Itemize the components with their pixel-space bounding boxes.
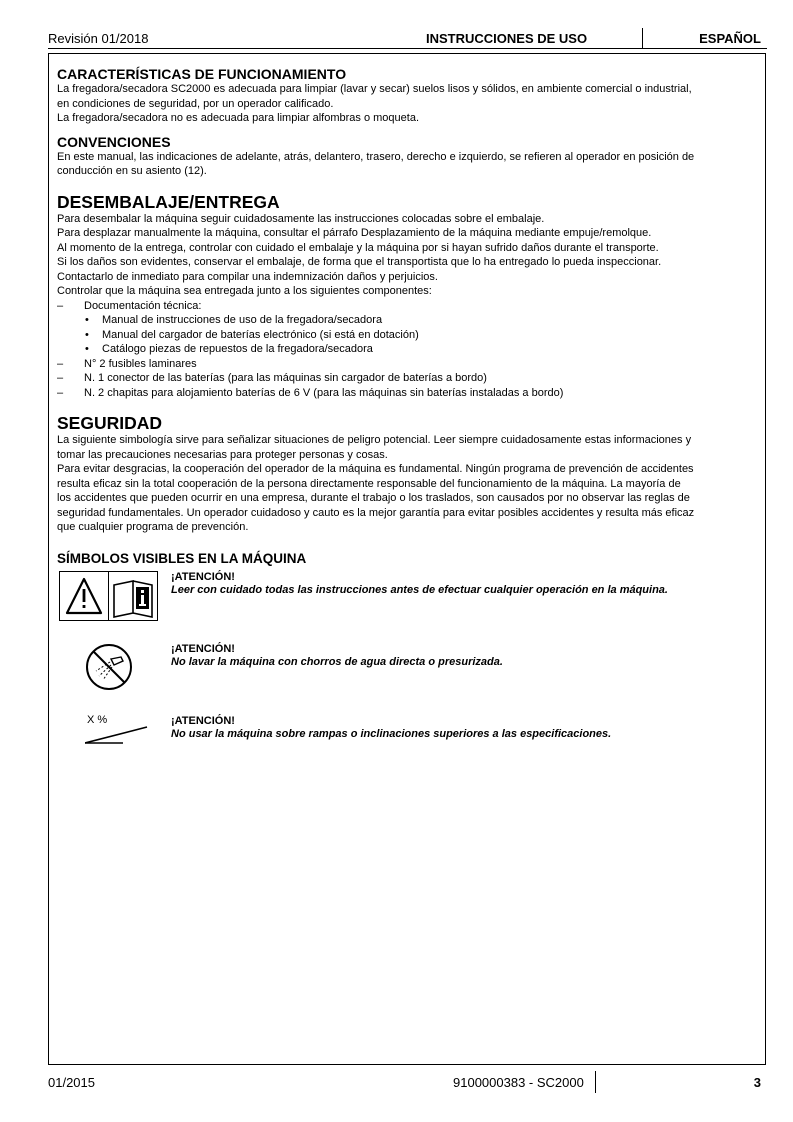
symbol-title: ¡ATENCIÓN! <box>171 570 235 583</box>
slope-label: X % <box>87 713 108 726</box>
section-seguridad <box>57 414 757 535</box>
symbol-text <box>171 643 503 670</box>
paragraph-line: seguridad fundamentales. Un operador cuidadoso y cauto es la mejor garantía para evitar posibles accidentes y resulta más eficaz <box>57 506 695 519</box>
list-item-text: Documentación técnica: <box>84 299 202 312</box>
section-caracteristicas <box>57 66 757 126</box>
paragraph-line: La fregadora/secadora SC2000 es adecuada para limpiar (lavar y secar) suelos lisos y sólidos, en ambiente comercial o industrial, <box>57 83 692 95</box>
section-simbolos <box>57 551 757 783</box>
symbol-row <box>57 715 757 783</box>
section-heading: CARACTERÍSTICAS DE FUNCIONAMIENTO <box>57 66 347 82</box>
paragraph-line: tomar las precauciones necesarias para proteger personas y cosas. <box>57 448 388 461</box>
revision-label: Revisión 01/2018 <box>48 31 149 46</box>
symbol-title: ¡ATENCIÓN! <box>171 642 235 655</box>
dash-marker: – <box>57 372 64 384</box>
list-item-text: N° 2 fusibles laminares <box>84 357 197 370</box>
dash-marker: – <box>57 357 64 370</box>
symbol-row <box>57 571 757 643</box>
section-heading: SÍMBOLOS VISIBLES EN LA MÁQUINA <box>57 550 307 566</box>
paragraph-line: los accidentes que pueden ocurrir en una empresa, durante el trabajo o los traslados, son causados por no observar las reglas de <box>57 492 690 504</box>
symbol-title: ¡ATENCIÓN! <box>171 714 235 727</box>
footer-date: 01/2015 <box>48 1075 95 1090</box>
paragraph-line: que cualquier programa de prevención. <box>57 521 249 533</box>
warning-manual-icon <box>57 571 162 631</box>
paragraph-line: Al momento de la entrega, controlar con cuidado el embalaje y la máquina por si hayan sufrido daños durante el transporte. <box>57 241 659 254</box>
section-heading: SEGURIDAD <box>57 413 163 433</box>
sub-list-item <box>57 313 757 328</box>
list-item-text: N. 2 chapitas para alojamiento baterías de 6 V (para las máquinas sin baterías instaladas a bordo) <box>84 386 564 399</box>
paragraph-line: La siguiente simbología sirve para señalizar situaciones de peligro potencial. Leer siempre cuidadosamente estas informaciones y <box>57 434 692 446</box>
page-footer <box>48 1071 767 1093</box>
symbol-description: No usar la máquina sobre rampas o inclinaciones superiores a las especificaciones. <box>171 728 612 740</box>
document-title: INSTRUCCIONES DE USO <box>426 31 588 46</box>
symbol-description: Leer con cuidado todas las instrucciones antes de efectuar cualquier operación en la máquina. <box>171 584 668 596</box>
bullet-marker: • <box>85 314 89 326</box>
symbol-row <box>57 643 757 715</box>
paragraph-line: Para evitar desgracias, la cooperación del operador de la máquina es fundamental. Ningún programa de prevención de accidentes <box>57 463 694 475</box>
section-convenciones <box>57 134 757 179</box>
paragraph-line: La fregadora/secadora no es adecuada para limpiar alfombras o moqueta. <box>57 112 420 124</box>
list-item <box>57 371 757 386</box>
no-water-jet-icon <box>57 643 162 703</box>
sub-list-item <box>57 328 757 343</box>
list-item-text: Manual del cargador de baterías electrónico (si está en dotación) <box>102 328 419 341</box>
paragraph-line: Controlar que la máquina sea entregada junto a los siguientes componentes: <box>57 285 432 297</box>
header-divider <box>642 28 643 48</box>
document-code: 9100000383 - SC2000 <box>453 1075 584 1090</box>
paragraph-line: conducción en su asiento (12). <box>57 165 207 177</box>
symbol-text <box>171 571 668 598</box>
page-header <box>48 28 767 50</box>
paragraph-line: Si los daños son evidentes, conservar el embalaje, de forma que el transportista que lo ha entregado lo pueda inspeccionar. <box>57 256 662 268</box>
footer-divider <box>595 1071 596 1093</box>
paragraph-line: en condiciones de seguridad, por un operador calificado. <box>57 97 334 110</box>
bullet-marker: • <box>85 328 89 341</box>
symbol-description: No lavar la máquina con chorros de agua directa o presurizada. <box>171 656 503 668</box>
language-label: ESPAÑOL <box>699 31 761 46</box>
header-rule <box>48 48 767 49</box>
list-item <box>57 357 757 372</box>
paragraph-line: resulta eficaz sin la total cooperación de la persona directamente responsable del funcionamiento de la máquina. La mayoría de <box>57 477 681 490</box>
section-heading: CONVENCIONES <box>57 133 171 150</box>
page-number: 3 <box>753 1075 761 1090</box>
symbol-text <box>171 715 611 742</box>
dash-marker: – <box>57 299 64 312</box>
bullet-marker: • <box>85 343 89 355</box>
sub-list-item <box>57 342 757 357</box>
list-item <box>57 299 757 314</box>
paragraph-line: Para desplazar manualmente la máquina, consultar el párrafo Desplazamiento de la máquina mediante empuje/remolque. <box>57 227 652 239</box>
section-desembalaje <box>57 193 757 401</box>
paragraph-line: Para desembalar la máquina seguir cuidadosamente las instrucciones colocadas sobre el embalaje. <box>57 212 545 225</box>
list-item <box>57 386 757 401</box>
dash-marker: – <box>57 386 64 399</box>
paragraph-line: En este manual, las indicaciones de adelante, atrás, delantero, trasero, derecho e izquierdo, se refieren al operador en posición de <box>57 150 695 163</box>
page-content <box>57 66 757 783</box>
list-item-text: Catálogo piezas de repuestos de la fregadora/secadora <box>102 343 373 355</box>
list-item-text: N. 1 conector de las baterías (para las máquinas sin cargador de baterías a bordo) <box>84 372 487 384</box>
section-heading: DESEMBALAJE/ENTREGA <box>57 191 280 212</box>
content-frame <box>48 53 766 1065</box>
paragraph-line: Contactarlo de inmediato para compilar una indemnización daños y perjuicios. <box>57 270 438 283</box>
slope-icon <box>57 715 162 775</box>
list-item-text: Manual de instrucciones de uso de la fregadora/secadora <box>102 314 383 326</box>
